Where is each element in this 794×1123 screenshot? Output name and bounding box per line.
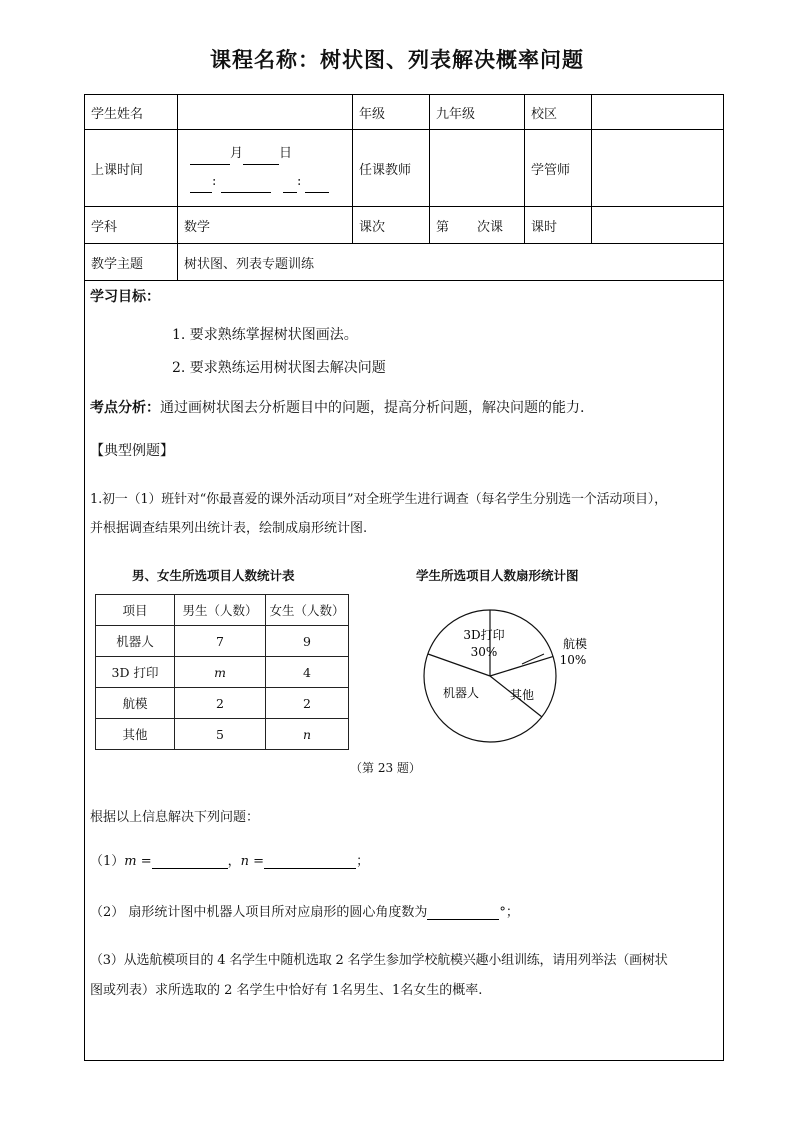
course-title: 课程名称：树状图、列表解决概率问题 (210, 47, 584, 72)
q1-prefix: （1） (90, 854, 125, 869)
class-time-label: 上课时间 (85, 130, 178, 207)
pie-label-other: 其他 (509, 688, 535, 702)
class-time-value[interactable] (178, 130, 353, 207)
stats-cell: 2 (266, 688, 349, 719)
day-label: 日 (279, 146, 293, 161)
pie-chart-title: 学生所选项目人数扇形统计图 (416, 568, 579, 583)
stats-cell: 其他 (96, 719, 175, 750)
session-ci: 次课 (477, 219, 504, 235)
examples-heading: 【典型例题】 (90, 443, 174, 459)
q2-text: （2） 扇形统计图中机器人项目所对应扇形的圆心角度数为 (90, 905, 428, 920)
theme-label: 教学主题 (85, 244, 178, 281)
stats-cell: 7 (175, 626, 266, 657)
pie-label-3d: 3D打印 (463, 628, 505, 642)
questions-intro: 根据以上信息解决下列问题： (90, 810, 260, 825)
teacher-value[interactable] (430, 130, 525, 207)
stats-cell: 2 (175, 688, 266, 719)
stats-header-cell: 项目 (96, 595, 175, 626)
subject-value[interactable]: 数学 (178, 207, 353, 244)
figure-caption: （第 23 题） (350, 761, 421, 775)
course-info-table (84, 94, 724, 281)
stats-cell: 9 (266, 626, 349, 657)
q1-separator: ， (227, 854, 241, 869)
question-3-line-2: 图或列表）求所选取的 2 名学生中恰好有 1名男生、1名女生的概率. (90, 983, 483, 998)
grade-label: 年级 (353, 95, 430, 130)
hours-value[interactable] (592, 207, 724, 244)
q1-n-label: n = (240, 854, 265, 869)
pie-value-model: 10% (559, 653, 587, 667)
theme-value[interactable]: 树状图、列表专题训练 (178, 244, 724, 281)
q1-m-blank[interactable] (152, 868, 228, 869)
analysis-label: 考点分析： (90, 400, 160, 416)
problem-line-1: 1.初一（1）班针对“你最喜爱的课外活动项目”对全班学生进行调查（每名学生分别选一个活动项目）， (90, 492, 667, 507)
stats-cell: 3D 打印 (96, 657, 175, 688)
stats-cell: 航模 (96, 688, 175, 719)
stats-cell: m (175, 657, 266, 688)
manager-label: 学管师 (525, 130, 592, 207)
stats-table (95, 594, 349, 750)
stats-table-title: 男、女生所选项目人数统计表 (132, 568, 295, 583)
question-1 (90, 850, 369, 869)
analysis-line (90, 397, 584, 417)
q1-end: ； (356, 854, 370, 869)
session-di: 第 (436, 219, 450, 235)
stats-cell: n (266, 719, 349, 750)
question-2 (90, 901, 519, 920)
objective-item: 2. 要求熟练运用树状图去解决问题 (172, 360, 386, 376)
session-value[interactable] (430, 207, 525, 244)
subject-label: 学科 (85, 207, 178, 244)
month-label: 月 (230, 146, 244, 161)
question-3-line-1: （3）从选航模项目的 4 名学生中随机选取 2 名学生参加学校航模兴趣小组训练，请用列举法（画树状 (90, 953, 668, 968)
q2-end: °； (499, 905, 519, 920)
stats-cell: 机器人 (96, 626, 175, 657)
student-name-value[interactable] (178, 95, 353, 130)
q1-n-blank[interactable] (264, 868, 356, 869)
manager-value[interactable] (592, 130, 724, 207)
pie-chart (400, 596, 620, 756)
q1-m-label: m = (124, 854, 152, 869)
teacher-label: 任课教师 (353, 130, 430, 207)
stats-header-cell: 女生（人数） (266, 595, 349, 626)
grade-value[interactable]: 九年级 (430, 95, 525, 130)
time-colon-2: : (296, 174, 302, 189)
objective-item: 1. 要求熟练掌握树状图画法。 (172, 327, 358, 343)
pie-slice-divider (490, 657, 553, 676)
student-name-label: 学生姓名 (85, 95, 178, 130)
session-label: 课次 (353, 207, 430, 244)
stats-cell: 5 (175, 719, 266, 750)
q2-blank[interactable] (427, 919, 499, 920)
pie-label-robot: 机器人 (442, 686, 480, 700)
campus-label: 校区 (525, 95, 592, 130)
problem-line-2: 并根据调查结果列出统计表，绘制成扇形统计图. (90, 521, 368, 536)
stats-header-cell: 男生（人数） (175, 595, 266, 626)
time-colon-1: : (212, 174, 217, 189)
objectives-heading: 学习目标： (90, 289, 160, 305)
pie-label-model: 航模 (562, 637, 588, 651)
analysis-text: 通过画树状图去分析题目中的问题，提高分析问题，解决问题的能力. (160, 400, 585, 416)
hours-label: 课时 (525, 207, 592, 244)
campus-value[interactable] (592, 95, 724, 130)
stats-cell: 4 (266, 657, 349, 688)
pie-value-3d: 30% (470, 645, 498, 659)
